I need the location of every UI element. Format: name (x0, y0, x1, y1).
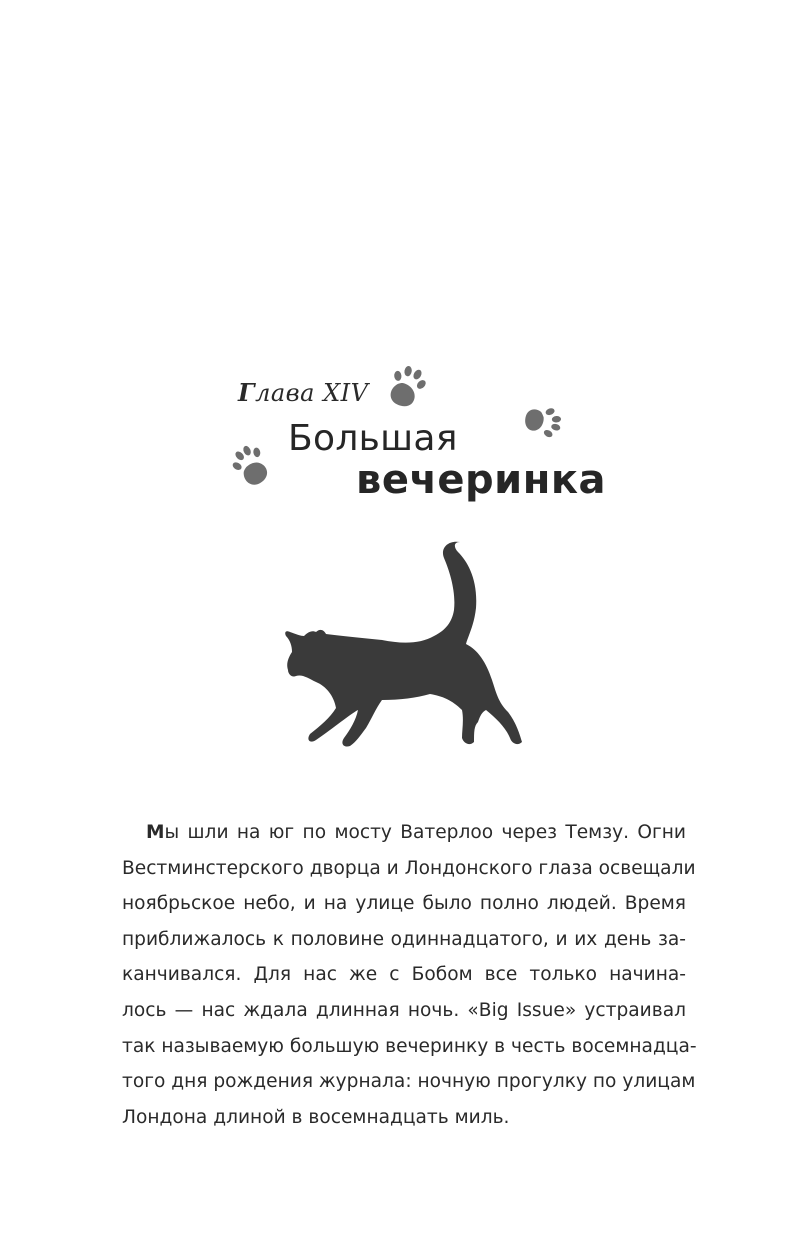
text-line: Вестминстерского дворца и Лондонского глаза освещали (122, 857, 696, 879)
text-line: так называемую большую вечеринку в честь восемнадца- (122, 1035, 697, 1057)
text-line (122, 815, 686, 851)
paw-print-icon (516, 404, 568, 444)
text-line: того дня рождения журнала: ночную прогулку по улицам (122, 1071, 696, 1093)
paw-print-icon (386, 362, 430, 410)
text-line: ноябрьское небо, и на улице было полно людей. Время (122, 893, 686, 915)
text-line: канчивался. Для нас же с Бобом все только начина- (122, 964, 686, 986)
body-paragraph (122, 815, 697, 1135)
paw-print-icon (228, 442, 274, 488)
chapter-title-line1: Большая (288, 418, 458, 459)
chapter-label-initial: Г (238, 378, 256, 407)
text-line: Лондона длиной в восемнадцать миль. (122, 1106, 510, 1128)
first-letter: М (146, 822, 165, 843)
chapter-title-line2: вечеринка (356, 457, 606, 503)
text-line: приближалось к половине одиннадцатого, и их день за- (122, 928, 686, 950)
text-line: лось — нас ждала длинная ночь. «Big Issue» устраивал (122, 999, 686, 1021)
chapter-label (238, 378, 368, 407)
text-line-content: ы шли на юг по мосту Ватерлоо через Темзу. Огни (164, 822, 686, 843)
chapter-label-rest: лава XIV (255, 379, 369, 407)
walking-cat-icon (282, 540, 530, 750)
